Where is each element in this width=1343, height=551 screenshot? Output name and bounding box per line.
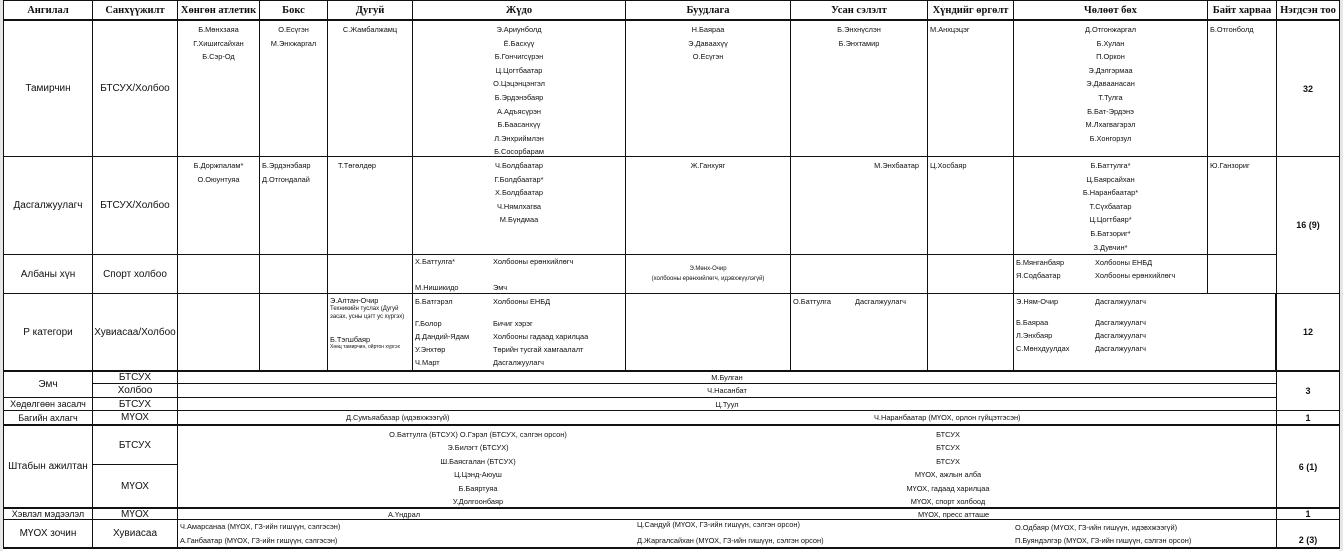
header-funding: Санхүүжилт — [92, 0, 178, 21]
coach-boxing-cell — [259, 156, 328, 255]
guest-entry: А.Ганбаатар (МҮОХ, ГЗ-ийн гишүүн, сэлгэсэн) — [180, 536, 338, 545]
guest-entry: Д.Жаргалсайхан (МҮОХ, ГЗ-ийн гишүүн, сэлгэн орсон) — [637, 536, 824, 545]
list-item: Д.Отгондалай — [262, 174, 310, 184]
list-item: П.Оркон — [1096, 52, 1125, 62]
staff-cell — [177, 424, 1277, 508]
athlete-category: Тамирчин — [3, 20, 93, 157]
list-item: Б.Сосорбарам — [494, 147, 544, 157]
pcat-cycling-name: Б.Тэгшбаяр — [330, 335, 371, 344]
list-item: Э.Даваанасан — [1086, 79, 1135, 89]
athlete-wrestling-cell — [1013, 20, 1208, 157]
coach-category: Дасгалжуулагч — [3, 156, 93, 255]
staff-roles — [698, 428, 1198, 508]
list-item: М.Анхцэцэг — [930, 25, 970, 34]
athlete-boxing-cell — [259, 20, 328, 157]
coach-athletics-cell — [177, 156, 260, 255]
leader-funding: МҮОХ — [92, 410, 178, 425]
pcat-boxing-cell — [259, 293, 328, 371]
list-item: Б.Энхтамир — [838, 38, 880, 48]
list-item: Б.Хулан — [1096, 38, 1125, 48]
pcat-judo-name: Г.Болор — [415, 319, 442, 328]
official-funding: Спорт холбоо — [92, 254, 178, 294]
official-shooting-cell — [625, 254, 791, 294]
list-item: Э.Ариунболд — [496, 25, 542, 34]
header-cycling: Дугуй — [327, 0, 413, 21]
leader-left: Д.Сумъяабазар (идэвхжээгүй) — [346, 413, 450, 422]
pcat-judo-name: У.Энхтөр — [415, 345, 446, 354]
list-item: Ц.Цогтбаяр* — [1089, 215, 1132, 225]
list-item: Ц.Цэнд-Аюуш — [454, 470, 502, 480]
list-item: М.Энхжаргал — [270, 38, 317, 48]
pcat-judo-role: Төрийн тусгай хамгаалалт — [493, 345, 584, 354]
official-shooting-name: Э.Мөнх-Очир — [689, 266, 727, 272]
official-judo-name: М.Нишикидо — [415, 283, 459, 292]
guest-entry: Ч.Амарсанаа (МҮОХ, ГЗ-ийн гишүүн, сэлгэсэн) — [180, 522, 341, 531]
pcat-wrestling-role: Дасгалжуулагч — [1095, 297, 1146, 306]
header-wrestling: Чөлөөт бөх — [1013, 0, 1208, 21]
doctor-category: Эмч — [3, 370, 93, 398]
coach-official-total: 16 (9) — [1276, 156, 1340, 294]
coach-archery-cell — [1207, 156, 1277, 255]
list-item: Ц.Баярсайхан — [1086, 174, 1135, 184]
pcat-wrestling-role: Дасгалжуулагч — [1095, 331, 1146, 340]
guest-category: МҮОХ зочин — [3, 519, 93, 548]
athlete-athletics-cell — [177, 20, 260, 157]
pcat-category: Р категори — [3, 293, 93, 371]
athlete-archery-cell — [1207, 20, 1277, 157]
staff-category: Штабын ажилтан — [3, 424, 93, 508]
official-wrestling-name: Я.Содбаатар — [1016, 271, 1061, 280]
athlete-funding: БТСУХ/Холбоо — [92, 20, 178, 157]
pcat-wrestling-cell — [1013, 293, 1276, 371]
pcat-funding: Хувиасаа/Холбоо — [92, 293, 178, 371]
press-total: 1 — [1276, 507, 1340, 520]
list-item: Ч.Болдбаатар — [494, 161, 544, 170]
official-wrestling-role: Холбооны ерөнхийлөгч — [1095, 271, 1176, 280]
official-archery-cell — [1207, 254, 1277, 294]
list-item: М.Бүндмаа — [499, 215, 539, 225]
guest-entry: П.Буяндэлгэр (МҮОХ, ГЗ-ийн гишүүн, сэлгэн орсон) — [1015, 536, 1192, 545]
guest-entry: О.Одбаяр (МҮОХ, ГЗ-ийн гишүүн, идэвхжээгүй) — [1015, 523, 1178, 532]
list-item: Г.Хишигсайхан — [193, 38, 244, 48]
pcat-wrestling-name: С.Мөнхдуулдах — [1016, 344, 1070, 353]
pcat-judo-cell — [412, 293, 626, 371]
list-item: Б.Отгонболд — [1210, 25, 1254, 34]
list-item: О.Баттулга (БТСУХ) О.Гэрэл (БТСУХ, сэлгэн орсон) — [389, 430, 567, 439]
athlete-total: 32 — [1276, 20, 1340, 157]
official-judo-role: Эмч — [493, 283, 508, 292]
list-item: Б.Эрдэнэбаяр — [262, 161, 311, 170]
physio-category: Хөдөлгөөн засалч — [3, 397, 93, 411]
list-item: Б.Баяртуяа — [458, 483, 498, 493]
athlete-shooting-cell — [625, 20, 791, 157]
medical-total: 3 — [1276, 370, 1340, 411]
pcat-swimming-role: Дасгалжуулагч — [855, 297, 906, 306]
doctor-funding: Холбоо — [92, 383, 178, 398]
pcat-judo-role: Дасгалжуулагч — [493, 358, 544, 367]
list-item: Э.Дэлгэрмаа — [1088, 65, 1133, 75]
pcat-judo-name: Д.Дандий-Ядам — [415, 332, 470, 341]
header-boxing: Бокс — [259, 0, 328, 21]
guest-total: 2 (3) — [1276, 519, 1340, 548]
leader-cell — [177, 410, 1277, 425]
list-item: Б.Баасанхүү — [497, 120, 541, 130]
coach-judo-cell — [412, 156, 626, 255]
pcat-swimming-cell — [790, 293, 928, 371]
pcat-swimming-name: О.Баттулга — [793, 297, 831, 306]
list-item: М.Энхбаатар — [874, 161, 919, 170]
official-swimming-cell — [790, 254, 928, 294]
list-item: Т.Тулга — [1098, 92, 1123, 102]
official-shooting-note: (холбооны ерөнхийлөгч, идэвхжүүлэгүй) — [651, 276, 765, 282]
list-item: Б.Мөнхзаяа — [198, 25, 239, 34]
pcat-wrestling-name: Б.Баяраа — [1016, 318, 1049, 327]
list-item: Б.Эрдэнэбаяр — [494, 92, 544, 102]
list-item: Э.Билэгт (БТСУХ) — [447, 443, 509, 453]
header-archery: Байт харваа — [1207, 0, 1277, 21]
list-item: БТСУХ — [936, 430, 960, 439]
press-category: Хэвлэл мэдээлэл — [3, 507, 93, 520]
staff-funding-muokh: МҮОХ — [92, 464, 178, 508]
leader-right: Ч.Наранбаатар (МҮОХ, орлон гүйцэтгэсэн) — [874, 413, 1021, 422]
table-bottom-border — [3, 547, 1340, 549]
leader-total: 1 — [1276, 410, 1340, 425]
guest-entry: Ц.Сандуй (МҮОХ, ГЗ-ийн гишүүн, сэлгэн орсон) — [637, 520, 800, 529]
list-item: О.Оюунтуяа — [197, 174, 240, 184]
press-funding: МҮОХ — [92, 507, 178, 520]
athlete-swimming-cell — [790, 20, 928, 157]
press-name: А.Үндрал — [388, 510, 421, 519]
list-item: О.Есүгэн — [278, 25, 309, 34]
guest-funding: Хувиасаа — [92, 519, 178, 548]
header-judo: Жүдо — [412, 0, 626, 21]
doctor-funding: БТСУХ — [92, 370, 178, 384]
athlete-cycling-cell — [327, 20, 413, 157]
list-item: Б.Доржпалам* — [193, 161, 244, 170]
list-item: МҮОХ, ажлын алба — [914, 470, 982, 480]
list-item: БТСУХ — [936, 443, 960, 453]
official-athletics-cell — [177, 254, 260, 294]
pcat-wrestling-role: Дасгалжуулагч — [1095, 318, 1146, 327]
list-item: Л.Энхриймлэн — [494, 133, 544, 143]
pcat-total: 12 — [1276, 293, 1340, 371]
pcat-athletics-cell — [177, 293, 260, 371]
press-role: МҮОХ, пресс атташе — [918, 510, 990, 519]
official-judo-name: Х.Баттулга* — [415, 257, 455, 266]
physio-name: Ц.Туул — [177, 397, 1277, 411]
pcat-judo-role: Холбооны ЕНБД — [493, 297, 551, 306]
official-cycling-cell — [327, 254, 413, 294]
pcat-cycling-name: Э.Алтан-Очир — [330, 296, 379, 305]
official-judo-cell — [412, 254, 626, 294]
pcat-wrestling-name: Э.Ням-Очир — [1016, 297, 1059, 306]
athlete-weightlifting-cell — [927, 20, 1014, 157]
header-athletics: Хөнгөн атлетик — [177, 0, 260, 21]
list-item: Ю.Ганзориг — [1210, 161, 1250, 170]
pcat-judo-name: Ч.Март — [415, 358, 440, 367]
official-wrestling-cell — [1013, 254, 1208, 294]
pcat-wrestling-role: Дасгалжуулагч — [1095, 344, 1146, 353]
list-item: Г.Болдбаатар* — [494, 174, 544, 184]
official-wrestling-role: Холбооны ЕНБД — [1095, 258, 1153, 267]
list-item: З.Дувчин* — [1093, 242, 1128, 252]
coach-shooting-cell — [625, 156, 791, 255]
staff-total: 6 (1) — [1276, 424, 1340, 508]
list-item: Б.Наранбаатар* — [1082, 188, 1139, 198]
list-item: Ж.Ганхуяг — [690, 161, 726, 170]
pcat-judo-role: Бичиг хэрэг — [493, 319, 533, 328]
pcat-weightlifting-cell — [927, 293, 1014, 371]
list-item: Т.Сүхбаатар — [1089, 201, 1132, 211]
official-wrestling-name: Б.Мянганбаяр — [1016, 258, 1065, 267]
list-item: Б.Батзориг* — [1090, 228, 1131, 238]
list-item: М.Лхагвагэрэл — [1085, 120, 1136, 130]
list-item: Д.Отгонжаргал — [1084, 25, 1137, 34]
pcat-judo-role: Холбооны гадаад харилцаа — [493, 332, 589, 341]
pcat-shooting-cell — [625, 293, 791, 371]
list-item: Б.Баттулга* — [1090, 161, 1131, 170]
list-item: Х.Болдбаатар — [494, 188, 544, 198]
list-item: МҮОХ, гадаад харилцаа — [906, 483, 990, 493]
header-weightlifting: Хүндийг өргөлт — [927, 0, 1014, 21]
official-weightlifting-cell — [927, 254, 1014, 294]
coach-swimming-cell — [790, 156, 928, 255]
list-item: БТСУХ — [936, 456, 960, 466]
pcat-cycling-note: Техникийн туслах (Дугуй засах, усны цэгт ус хүргэх) — [330, 306, 405, 320]
official-boxing-cell — [259, 254, 328, 294]
header-total: Нэгдсэн тоо — [1276, 0, 1340, 21]
list-item: Т.Төгөлдөр — [338, 161, 377, 170]
list-item: МҮОХ, спорт холбоод — [910, 497, 986, 507]
header-swimming: Усан сэлэлт — [790, 0, 928, 21]
pcat-judo-name: Б.Батгэрэл — [415, 297, 453, 306]
list-item: Ш.Баясгалан (БТСУХ) — [440, 456, 516, 466]
pcat-cycling-cell — [327, 293, 413, 371]
list-item: Б.Бат-Эрдэнэ — [1087, 106, 1134, 116]
list-item: Ц.Хосбаяр — [930, 161, 967, 170]
list-item: Ц.Цогтбаатар — [495, 65, 543, 75]
header-shooting: Буудлага — [625, 0, 791, 21]
coach-weightlifting-cell — [927, 156, 1014, 255]
athlete-judo-cell — [412, 20, 626, 157]
staff-funding-btsukh: БТСУХ — [92, 424, 178, 465]
coach-wrestling-cell — [1013, 156, 1208, 255]
coach-cycling-cell — [327, 156, 413, 255]
staff-names — [178, 428, 778, 508]
list-item: Н.Баяраа — [691, 25, 725, 34]
pcat-cycling-note: Хөөц тамирчин, ойртон хүргэх — [330, 344, 401, 350]
official-category: Албаны хүн — [3, 254, 93, 294]
header-category: Ангилал — [3, 0, 93, 21]
list-item: Б.Хонгорзул — [1089, 133, 1132, 143]
physio-funding: БТСУХ — [92, 397, 178, 411]
list-item: О.Цэцэнцэнгэл — [493, 79, 545, 89]
list-item: Ч.Нямлхагва — [496, 201, 542, 211]
list-item: А.Адъясүрэн — [496, 106, 542, 116]
list-item: С.Жамбалжамц — [342, 25, 398, 34]
list-item: У.Долгоонбаяр — [452, 497, 504, 507]
list-item: Э.Даваахүү — [688, 38, 728, 48]
official-judo-role: Холбооны ерөнхийлөгч — [493, 257, 574, 266]
coach-funding: БТСУХ/Холбоо — [92, 156, 178, 255]
list-item: Б.Гончигсүрэн — [494, 52, 544, 62]
list-item: Б.Энхнүслэн — [837, 25, 881, 34]
leader-category: Багийн ахлагч — [3, 410, 93, 425]
doctor-name: М.Булган — [177, 370, 1277, 384]
list-item: Б.Сэр-Од — [202, 52, 235, 62]
list-item: Ё.Басхүү — [503, 38, 535, 48]
doctor-name: Ч.Насанбат — [177, 383, 1277, 398]
list-item: О.Есүгэн — [692, 52, 724, 62]
pcat-wrestling-name: Л.Энхбаяр — [1016, 331, 1053, 340]
guest-cell — [177, 519, 1277, 548]
